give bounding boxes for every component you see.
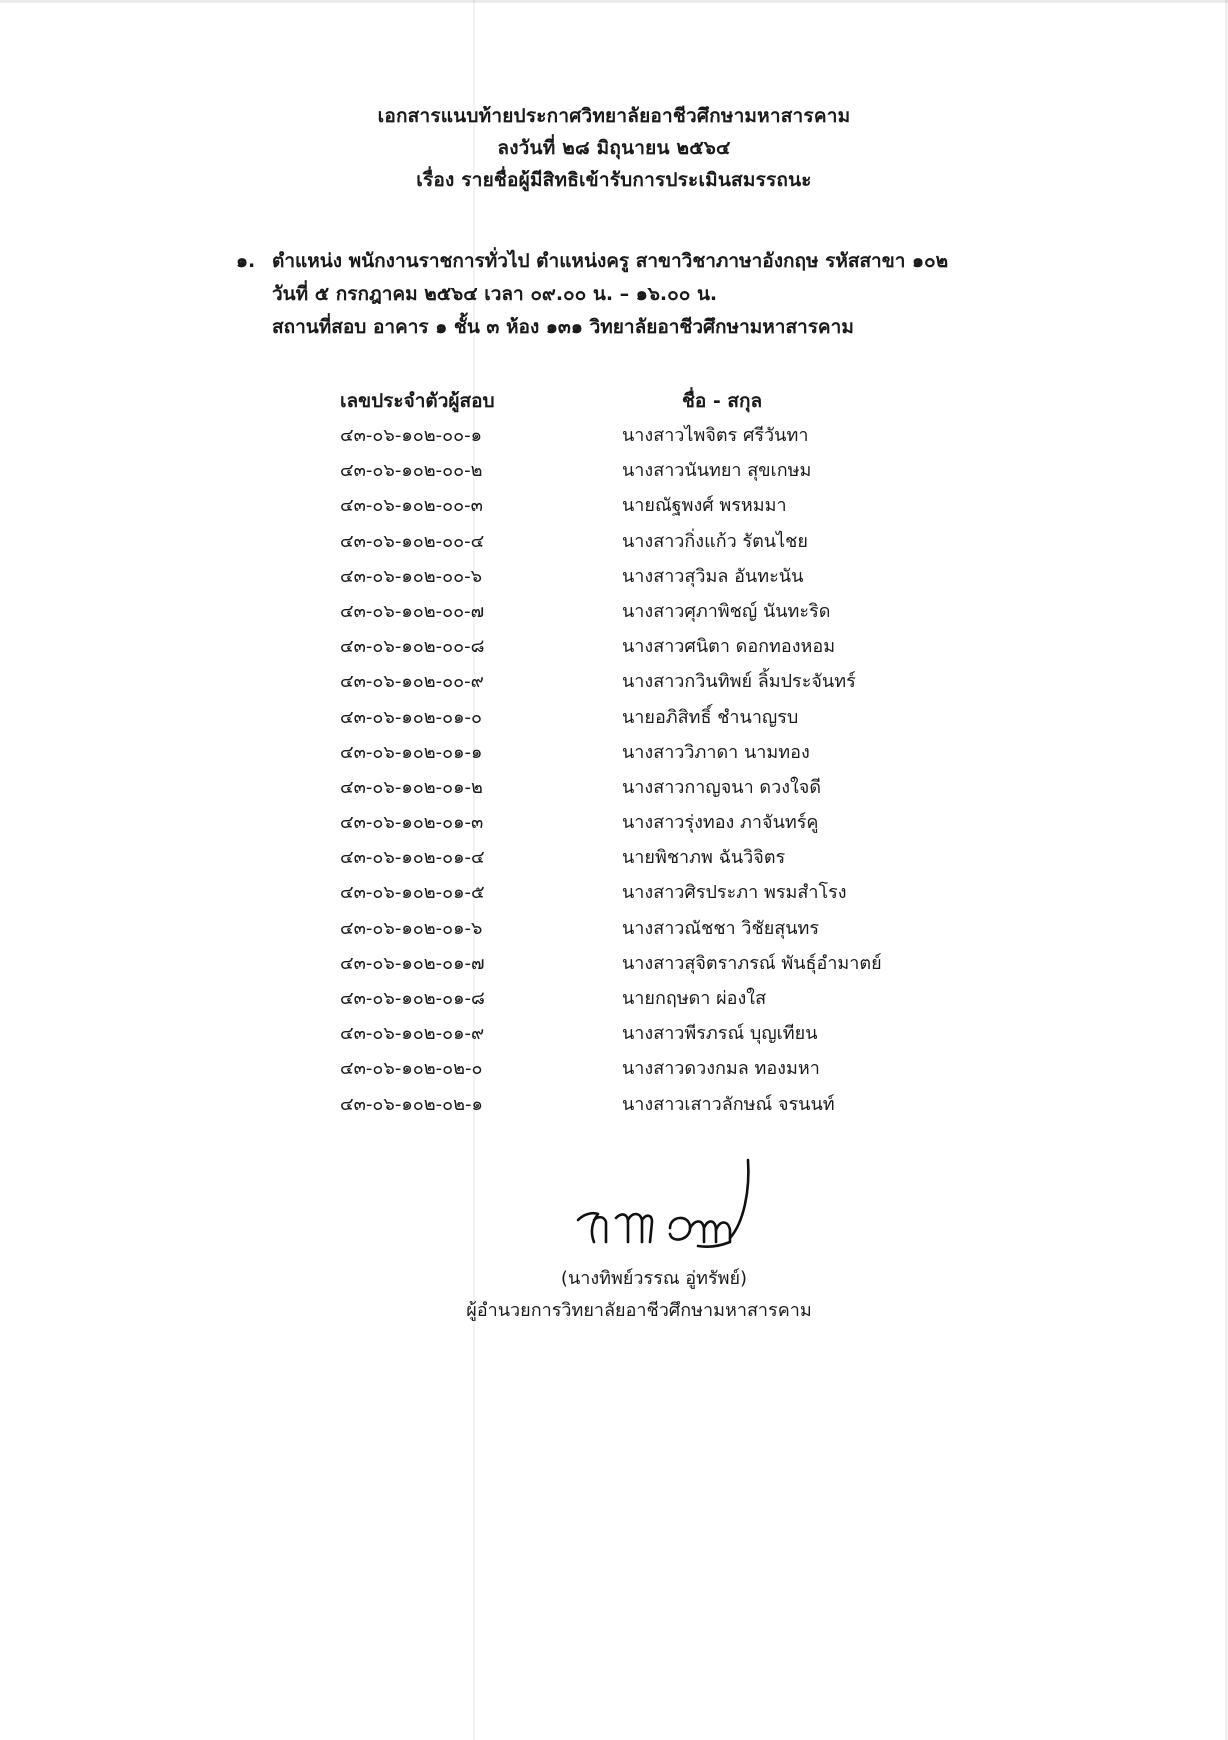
list-item bbox=[340, 981, 960, 1016]
candidate-id: ๔๓-๐๖-๑๐๒-๐๑-๗ bbox=[340, 952, 485, 974]
candidate-id: ๔๓-๐๖-๑๐๒-๐๑-๙ bbox=[340, 1023, 485, 1045]
candidate-id: ๔๓-๐๖-๑๐๒-๐๑-๑ bbox=[340, 741, 483, 763]
candidate-name: นางสาวพีรภรณ์ บุญเทียน bbox=[622, 1023, 818, 1045]
candidate-id: ๔๓-๐๖-๑๐๒-๐๐-๔ bbox=[340, 530, 485, 552]
candidate-id: ๔๓-๐๖-๑๐๒-๐๑-๘ bbox=[340, 988, 485, 1009]
candidate-name: นางสาวสุวิมล อันทะนัน bbox=[622, 565, 804, 587]
candidate-id: ๔๓-๐๖-๑๐๒-๐๐-๖ bbox=[340, 565, 482, 587]
list-item bbox=[340, 840, 960, 875]
list-item bbox=[340, 1016, 960, 1051]
candidate-name: นางสาวสุจิตราภรณ์ พันธุ์อำมาตย์ bbox=[622, 952, 882, 974]
candidate-list bbox=[340, 384, 960, 1122]
list-item bbox=[340, 770, 960, 805]
candidate-id: ๔๓-๐๖-๑๐๒-๐๑-๒ bbox=[340, 776, 483, 798]
candidate-id: ๔๓-๐๖-๑๐๒-๐๐-๘ bbox=[340, 636, 485, 658]
candidate-name: นางสาวรุ่งทอง ภาจันทร์คู bbox=[622, 812, 819, 834]
list-item bbox=[340, 911, 960, 946]
list-item bbox=[340, 805, 960, 840]
document-header bbox=[0, 100, 1228, 196]
section-position-row bbox=[236, 245, 1036, 278]
candidate-id: ๔๓-๐๖-๑๐๒-๐๐-๙ bbox=[340, 671, 484, 693]
candidate-name: นางสาวศนิตา ดอกทองหอม bbox=[622, 636, 836, 658]
list-item bbox=[340, 524, 960, 559]
candidate-id: ๔๓-๐๖-๑๐๒-๐๑-๓ bbox=[340, 812, 484, 834]
candidate-id: ๔๓-๐๖-๑๐๒-๐๐-๑ bbox=[340, 425, 482, 446]
candidate-id: ๔๓-๐๖-๑๐๒-๐๐-๗ bbox=[340, 600, 485, 622]
list-item bbox=[340, 1051, 960, 1086]
list-item bbox=[340, 453, 960, 488]
candidate-id: ๔๓-๐๖-๑๐๒-๐๒-๑ bbox=[340, 1093, 483, 1115]
candidate-name: นางสาวศุภาพิชญ์ นันทะริด bbox=[622, 600, 831, 622]
candidate-name: นางสาวกิ่งแก้ว รัตนไชย bbox=[622, 530, 808, 552]
header-name: ชื่อ - สกุล bbox=[682, 390, 763, 412]
candidate-id: ๔๓-๐๖-๑๐๒-๐๑-๔ bbox=[340, 847, 485, 869]
list-item bbox=[340, 875, 960, 910]
candidate-id: ๔๓-๐๖-๑๐๒-๐๑-๐ bbox=[340, 706, 482, 728]
signer-info bbox=[0, 1263, 1228, 1327]
list-item bbox=[340, 700, 960, 735]
section-datetime: วันที่ ๕ กรกฎาคม ๒๕๖๔ เวลา ๐๙.๐๐ น. – ๑๖.๐๐ น. bbox=[272, 283, 718, 305]
candidate-name: นางสาวณัชชา วิชัยสุนทร bbox=[622, 917, 820, 939]
candidate-name: นายพิชาภพ ฉันวิจิตร bbox=[622, 847, 786, 869]
section-venue: สถานที่สอบ อาคาร ๑ ชั้น ๓ ห้อง ๑๓๑ วิทยาลัยอาชีวศึกษามหาสารคาม bbox=[272, 316, 854, 338]
candidate-name: นางสาวนันทยา สุขเกษม bbox=[622, 460, 812, 482]
candidate-id: ๔๓-๐๖-๑๐๒-๐๐-๓ bbox=[340, 495, 483, 517]
list-item bbox=[340, 559, 960, 594]
signature-image bbox=[570, 1150, 770, 1260]
candidate-id: ๔๓-๐๖-๑๐๒-๐๒-๐ bbox=[340, 1058, 483, 1080]
candidate-name: นางสาววิภาดา นามทอง bbox=[622, 741, 810, 763]
candidate-name: นางสาวกาญจนา ดวงใจดี bbox=[622, 776, 822, 798]
candidate-id: ๔๓-๐๖-๑๐๒-๐๑-๕ bbox=[340, 882, 485, 904]
signer-name: (นางทิพย์วรรณ อู่ทรัพย์) bbox=[560, 1268, 748, 1289]
header-id: เลขประจำตัวผู้สอบ bbox=[340, 390, 495, 412]
candidate-name: นางสาวกวินทิพย์ ลิ้มประจันทร์ bbox=[622, 671, 856, 693]
list-item bbox=[340, 735, 960, 770]
candidate-rows bbox=[340, 418, 960, 1122]
header-date: ลงวันที่ ๒๘ มิถุนายน ๒๕๖๔ bbox=[497, 137, 731, 159]
list-item bbox=[340, 946, 960, 981]
exam-section bbox=[236, 245, 1036, 344]
header-title: เอกสารแนบท้ายประกาศวิทยาลัยอาชีวศึกษามหาสารคาม bbox=[377, 105, 851, 127]
candidate-id: ๔๓-๐๖-๑๐๒-๐๑-๖ bbox=[340, 917, 483, 939]
section-number: ๑. bbox=[236, 250, 256, 272]
header-subject: เรื่อง รายชื่อผู้มีสิทธิเข้ารับการประเมินสมรรถนะ bbox=[416, 169, 812, 191]
list-item bbox=[340, 629, 960, 664]
list-item bbox=[340, 664, 960, 699]
candidate-list-header bbox=[340, 384, 960, 418]
signer-title: ผู้อำนวยการวิทยาลัยอาชีวศึกษามหาสารคาม bbox=[466, 1300, 812, 1321]
candidate-name: นางสาวศิรประภา พรมสำโรง bbox=[622, 882, 847, 904]
candidate-name: นายกฤษดา ผ่องใส bbox=[622, 988, 767, 1009]
candidate-name: นายณัฐพงศ์ พรหมมา bbox=[622, 495, 787, 517]
list-item bbox=[340, 488, 960, 523]
candidate-name: นายอภิสิทธิ์ ชำนาญรบ bbox=[622, 706, 799, 728]
list-item bbox=[340, 1087, 960, 1122]
list-item bbox=[340, 418, 960, 453]
section-position: ตำแหน่ง พนักงานราชการทั่วไป ตำแหน่งครู สาขาวิชาภาษาอังกฤษ รหัสสาขา ๑๐๒ bbox=[272, 250, 949, 272]
candidate-name: นางสาวเสาวลักษณ์ จรนนท์ bbox=[622, 1093, 835, 1115]
candidate-name: นางสาวดวงกมล ทองมหา bbox=[622, 1058, 820, 1080]
candidate-id: ๔๓-๐๖-๑๐๒-๐๐-๒ bbox=[340, 460, 483, 482]
candidate-name: นางสาวไพจิตร ศรีวันทา bbox=[622, 425, 809, 446]
scan-edge-top bbox=[0, 0, 1228, 3]
list-item bbox=[340, 594, 960, 629]
